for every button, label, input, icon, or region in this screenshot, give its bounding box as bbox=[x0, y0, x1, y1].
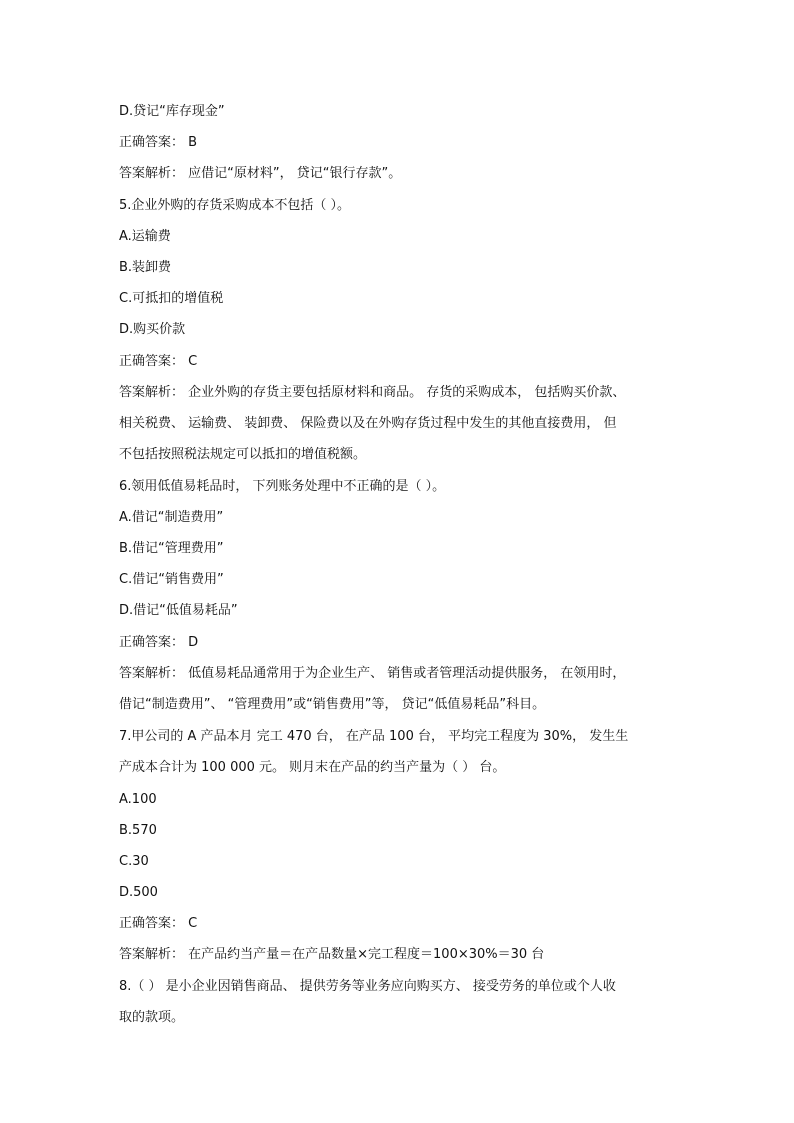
correct-answer-q4: 正确答案： B bbox=[119, 135, 198, 150]
explanation-q6-line2: 借记“制造费用”、 “管理费用”或“销售费用”等， 贷记“低值易耗品”科目。 bbox=[119, 697, 546, 712]
correct-answer-q5: 正确答案： C bbox=[119, 354, 198, 369]
option-a-q6: A.借记“制造费用” bbox=[119, 510, 224, 525]
option-d-q4: D.贷记“库存现金” bbox=[119, 104, 225, 119]
correct-answer-q6: 正确答案： D bbox=[119, 635, 199, 650]
option-d-q7: D.500 bbox=[119, 885, 158, 900]
option-b-q5: B.装卸费 bbox=[119, 260, 172, 275]
question-8-line1: 8.（ ） 是小企业因销售商品、 提供劳务等业务应向购买方、 接受劳务的单位或个人收 bbox=[119, 979, 616, 994]
question-7-line1: 7.甲公司的 A 产品本月 完工 470 台， 在产品 100 台， 平均完工程度为 30%， 发生生 bbox=[119, 729, 629, 744]
option-d-q6: D.借记“低值易耗品” bbox=[119, 603, 238, 618]
question-5: 5.企业外购的存货采购成本不包括（ ）。 bbox=[119, 198, 351, 213]
explanation-q5-line1: 答案解析： 企业外购的存货主要包括原材料和商品。 存货的采购成本， 包括购买价款、 bbox=[119, 385, 626, 400]
explanation-q5-line3: 不包括按照税法规定可以抵扣的增值税额。 bbox=[119, 447, 367, 462]
question-8-line2: 取的款项。 bbox=[119, 1010, 185, 1025]
explanation-q6-line1: 答案解析： 低值易耗品通常用于为企业生产、 销售或者管理活动提供服务， 在领用时， bbox=[119, 666, 626, 681]
option-c-q5: C.可抵扣的增值税 bbox=[119, 291, 224, 306]
option-c-q7: C.30 bbox=[119, 854, 149, 869]
question-7-line2: 产成本合计为 100 000 元。 则月末在产品的约当产量为（ ） 台。 bbox=[119, 760, 506, 775]
option-a-q7: A.100 bbox=[119, 792, 157, 807]
question-6: 6.领用低值易耗品时， 下列账务处理中不正确的是（ ）。 bbox=[119, 479, 446, 494]
explanation-q7: 答案解析： 在产品约当产量＝在产品数量×完工程度＝100×30%＝30 台 bbox=[119, 947, 545, 962]
option-c-q6: C.借记“销售费用” bbox=[119, 572, 224, 587]
option-d-q5: D.购买价款 bbox=[119, 322, 186, 337]
option-a-q5: A.运输费 bbox=[119, 229, 171, 244]
explanation-q4: 答案解析： 应借记“原材料”， 贷记“银行存款”。 bbox=[119, 166, 402, 181]
option-b-q7: B.570 bbox=[119, 823, 157, 838]
option-b-q6: B.借记“管理费用” bbox=[119, 541, 224, 556]
explanation-q5-line2: 相关税费、 运输费、 装卸费、 保险费以及在外购存货过程中发生的其他直接费用， 但 bbox=[119, 416, 617, 431]
correct-answer-q7: 正确答案： C bbox=[119, 916, 198, 931]
